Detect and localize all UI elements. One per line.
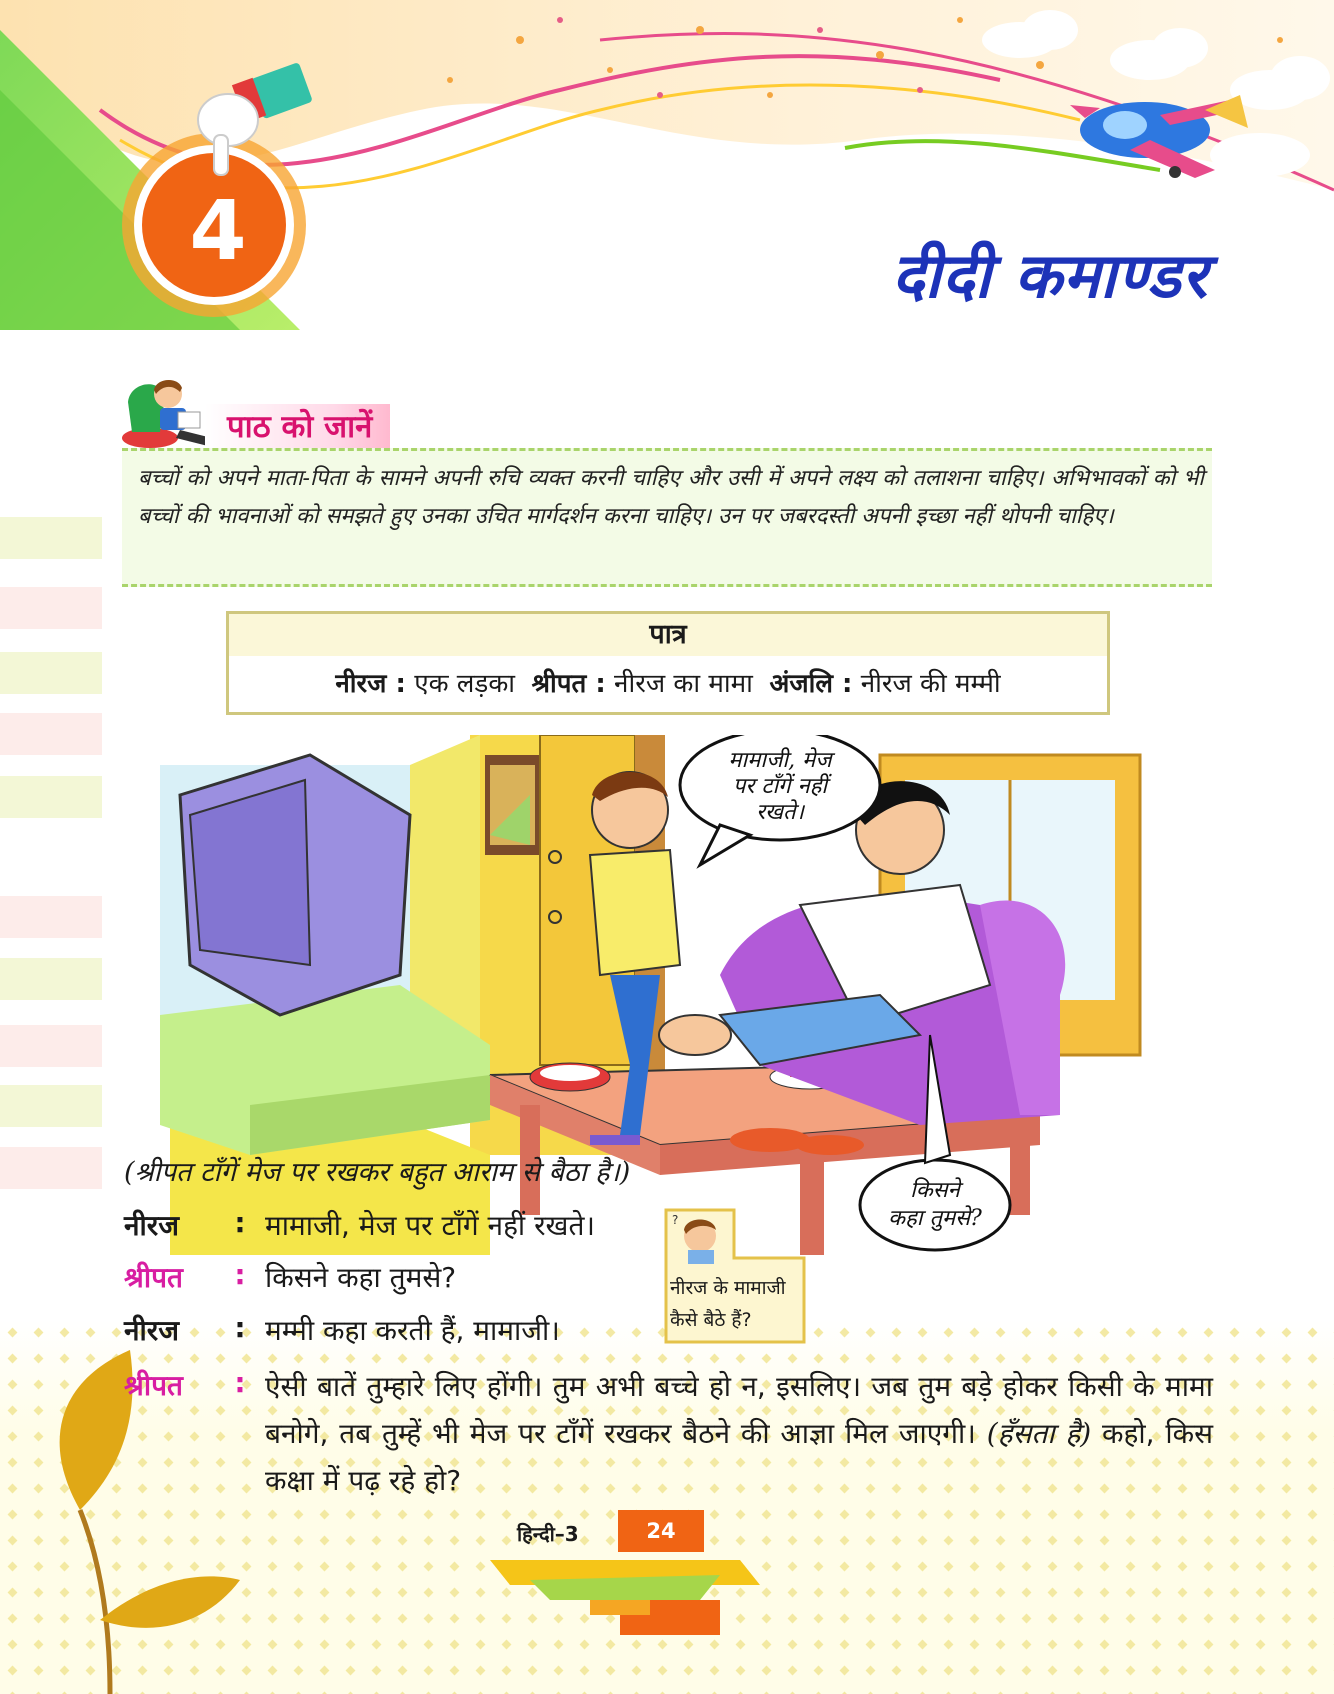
speech-bubble-line: रखते।: [756, 800, 804, 825]
side-stripe: [0, 958, 102, 1000]
side-stripe: [0, 713, 102, 755]
speaker-name: श्रीपत: [124, 1369, 183, 1402]
character-desc: नीरज की मम्मी: [860, 669, 1001, 699]
speech-bubble-line: पर टाँगें नहीं: [732, 774, 828, 799]
characters-list: [229, 660, 1107, 708]
character-desc: एक लड़का: [414, 669, 516, 699]
svg-text:?: ?: [672, 1213, 679, 1227]
speech-bubble-line: मामाजी, मेज: [728, 748, 832, 773]
dialogue-action: (हँसता है): [986, 1417, 1092, 1450]
character-name: अंजलि :: [769, 669, 853, 699]
speech-bubble-line: कहा तुमसे?: [888, 1206, 982, 1231]
dialogue-text: ऐसी बातें तुम्हारे लिए होंगी। तुम अभी बच्चे हो न, इसलिए। जब तुम बड़े होकर किसी के मामा बनोगे, तब तुम्हें भी मेज पर टाँगें रखकर बैठने की आज्ञा मिल जाएगी।: [265, 1370, 1213, 1450]
side-stripe: [0, 896, 102, 938]
colon: :: [234, 1206, 246, 1239]
section-heading: पाठ को जानें: [205, 404, 390, 450]
dialogue-text: कहो, किस कक्षा में पढ़ रहे हो?: [265, 1417, 1213, 1497]
speech-bubble-line: किसने: [910, 1178, 960, 1203]
speaker-name: श्रीपत: [124, 1261, 183, 1294]
character-desc: नीरज का मामा: [614, 669, 753, 699]
book-label: हिन्दी–3: [517, 1522, 579, 1546]
colon: :: [234, 1258, 246, 1291]
dialogue-line: [265, 1363, 1213, 1504]
side-stripe: [0, 776, 102, 818]
speaker-name: नीरज: [124, 1314, 180, 1347]
page-number: 24: [646, 1519, 676, 1543]
speaker-name: नीरज: [124, 1209, 180, 1242]
intro-text: बच्चों को अपने माता-पिता के सामने अपनी रुचि व्यक्त करनी चाहिए और उसी में अपने लक्ष्य को तलाशना चाहिए। अभिभावकों को भी बच्चों की भावनाओं को समझते हुए उनका उचित मार्गदर्शन करना चाहिए। उन पर जबरदस्ती अपनी इच्छा नहीं थोपनी चाहिए।: [138, 466, 1204, 529]
dialogue-line: मम्मी कहा करती हैं, मामाजी।: [265, 1314, 560, 1347]
colon: :: [234, 1366, 246, 1399]
character-name: श्रीपत :: [531, 669, 606, 699]
side-stripe: [0, 1085, 102, 1127]
side-stripe: [0, 587, 102, 629]
note-line: नीरज के मामाजी: [670, 1277, 786, 1299]
side-stripe: [0, 1147, 102, 1189]
side-stripe: [0, 517, 102, 559]
colon: :: [234, 1311, 246, 1344]
dialogue-line: मामाजी, मेज पर टाँगें नहीं रखते।: [265, 1209, 596, 1242]
side-stripe: [0, 1025, 102, 1067]
note-text: [670, 1272, 806, 1336]
dialogue-line: किसने कहा तुमसे?: [265, 1261, 457, 1294]
stage-direction: (श्रीपत टाँगें मेज पर रखकर बहुत आराम से बैठा है।): [124, 1157, 631, 1188]
characters-heading: पात्र: [229, 614, 1107, 656]
note-line: कैसे बैठे हैं?: [670, 1309, 752, 1331]
side-stripe: [0, 652, 102, 694]
chapter-title: दीदी कमाण्डर: [891, 239, 1208, 312]
character-name: नीरज :: [335, 669, 406, 699]
chapter-number: 4: [189, 184, 247, 279]
